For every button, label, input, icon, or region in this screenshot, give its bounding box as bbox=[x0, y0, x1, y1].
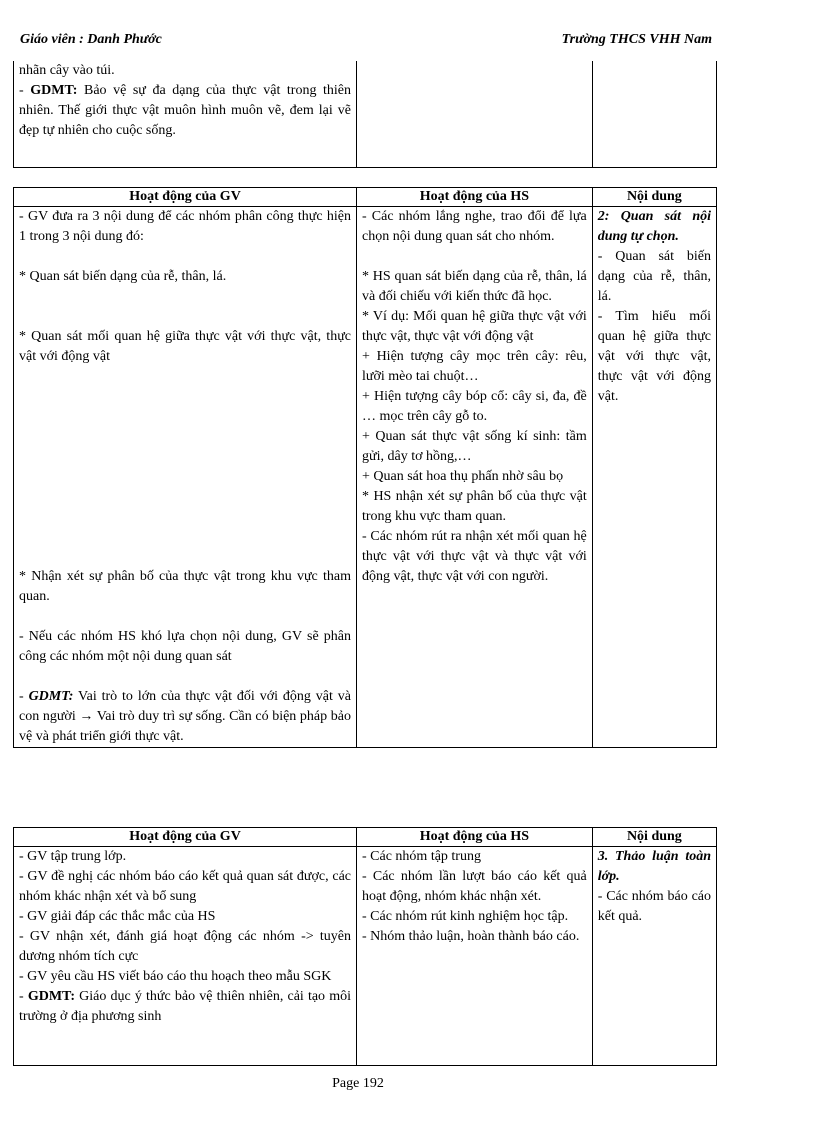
hs-cell bbox=[357, 61, 593, 168]
header-hs: Hoạt động của HS bbox=[357, 188, 593, 207]
gv-gdmt: - GDMT: Bảo vệ sự đa dạng của thực vật trong thiên nhiên. Thế giới thực vật muôn hình muôn vẽ, đem lại vẽ đẹp tự nhiên cho cuộc sống. bbox=[19, 83, 352, 138]
gdmt-label: GDMT: bbox=[30, 83, 78, 98]
gv-text: - GV nhận xét, đánh giá hoạt động các nhóm -> tuyên dương nhóm tích cực bbox=[19, 929, 351, 964]
header-gv: Hoạt động của GV bbox=[14, 188, 357, 207]
hs-text: + Hiện tượng cây mọc trên cây: rêu, lưỡi mèo tai chuột… bbox=[362, 349, 587, 384]
gv-text: - GV yêu cầu HS viết báo cáo thu hoạch theo mẫu SGK bbox=[19, 969, 332, 984]
gv-text: - Nếu các nhóm HS khó lựa chọn nội dung, GV sẽ phân công các nhóm một nội dung quan sát bbox=[19, 629, 351, 664]
gv-text: * Quan sát mối quan hệ giữa thực vật với thực vật, thực vật với động vật bbox=[19, 329, 351, 364]
table-activity-2 bbox=[13, 187, 717, 748]
hs-text: * HS nhận xét sự phân bố của thực vật trong khu vực tham quan. bbox=[362, 489, 587, 524]
hs-text: + Quan sát thực vật sống kí sinh: tầm gửi, dây tơ hồng,… bbox=[362, 429, 587, 464]
nd-cell bbox=[592, 207, 716, 748]
gv-cell bbox=[14, 61, 357, 168]
gv-text: - GV đề nghị các nhóm báo cáo kết quả quan sát được, các nhóm khác nhận xét và bổ sung bbox=[19, 869, 351, 904]
hs-text: - Nhóm thảo luận, hoàn thành báo cáo. bbox=[362, 929, 580, 944]
gv-text: * Nhận xét sự phân bố của thực vật trong khu vực tham quan. bbox=[19, 569, 351, 604]
hs-text: - Các nhóm tập trung bbox=[362, 849, 481, 864]
gv-text: - GV đưa ra 3 nội dung để các nhóm phân công thực hiện 1 trong 3 nội dung đó: bbox=[19, 209, 351, 244]
hs-text: - Các nhóm rút ra nhận xét mối quan hệ thực vật với thực vật và thực vật với động vật, thực vật với con người. bbox=[362, 529, 587, 584]
gv-cell bbox=[14, 207, 357, 748]
nd-title: 3. Thảo luận toàn lớp. bbox=[597, 849, 711, 884]
nd-text: - Các nhóm báo cáo kết quả. bbox=[597, 889, 711, 924]
header-nd: Nội dung bbox=[592, 188, 716, 207]
nd-cell bbox=[592, 847, 716, 1066]
header-hs: Hoạt động của HS bbox=[357, 828, 593, 847]
hs-text: - Các nhóm rút kinh nghiệm học tập. bbox=[362, 909, 569, 924]
hs-text: * Ví dụ: Mối quan hệ giữa thực vật với thực vật, thực vật với động vật bbox=[362, 309, 587, 344]
gv-text: - GV giải đáp các thắc mắc của HS bbox=[19, 909, 216, 924]
gdmt-label: GDMT: bbox=[28, 689, 74, 704]
hs-cell bbox=[357, 847, 593, 1066]
header-gv: Hoạt động của GV bbox=[14, 828, 357, 847]
gdmt-text: Giáo dục ý thức bảo vệ thiên nhiên, cải tạo môi trường ở địa phương sinh bbox=[19, 989, 351, 1024]
hs-text: + Quan sát hoa thụ phấn nhờ sâu bọ bbox=[362, 469, 564, 484]
hs-cell bbox=[357, 207, 593, 748]
gdmt-label: GDMT: bbox=[27, 989, 75, 1004]
gdmt-text: Bảo vệ sự đa dạng của thực vật trong thiên nhiên. Thế giới thực vật muôn hình muôn vẽ, đem lại vẽ đẹp tự nhiên cho cuộc sống. bbox=[19, 83, 352, 138]
page-number: Page 192 bbox=[332, 1076, 384, 1091]
hs-text: * HS quan sát biến dạng của rễ, thân, lá và đối chiếu với kiến thức đã học. bbox=[362, 269, 587, 304]
table-continuation bbox=[13, 61, 717, 168]
gv-text: - GV tập trung lớp. bbox=[19, 849, 127, 864]
header-nd: Nội dung bbox=[592, 828, 716, 847]
header-teacher: Giáo viên : Danh Phước bbox=[20, 32, 162, 47]
nd-text: - Quan sát biến dạng của rễ, thân, lá. bbox=[597, 249, 711, 304]
header-school: Trường THCS VHH Nam bbox=[561, 32, 712, 47]
nd-cell bbox=[592, 61, 716, 168]
nd-text: - Tìm hiểu mối quan hệ giữa thực vật với thực vật, thực vật với động vật. bbox=[597, 309, 711, 404]
gv-text: * Quan sát biến dạng của rễ, thân, lá. bbox=[19, 269, 227, 284]
gdmt-text: Vai trò to lớn của thực vật đối với động vật và con người → Vai trò duy trì sự sống. Cần có biện pháp bảo vệ và phát triển giới thực vật. bbox=[19, 689, 351, 744]
hs-text: - Các nhóm lắng nghe, trao đổi để lựa chọn nội dung quan sát cho nhóm. bbox=[362, 209, 587, 244]
gv-line: nhãn cây vào túi. bbox=[19, 63, 115, 78]
nd-title: 2: Quan sát nội dung tự chọn. bbox=[597, 209, 711, 244]
gv-gdmt: - GDMT: Vai trò to lớn của thực vật đối với động vật và con người → Vai trò duy trì sự sống. Cần có biện pháp bảo vệ và phát triển giới thực vật. bbox=[19, 689, 351, 744]
hs-text: - Các nhóm lần lượt báo cáo kết quả hoạt động, nhóm khác nhận xét. bbox=[362, 869, 587, 904]
gv-cell bbox=[14, 847, 357, 1066]
gv-gdmt: - GDMT: Giáo dục ý thức bảo vệ thiên nhiên, cải tạo môi trường ở địa phương sinh bbox=[19, 989, 351, 1024]
hs-text: + Hiện tượng cây bóp cổ: cây si, đa, đề … mọc trên cây gỗ to. bbox=[362, 389, 587, 424]
table-activity-3 bbox=[13, 827, 717, 1066]
